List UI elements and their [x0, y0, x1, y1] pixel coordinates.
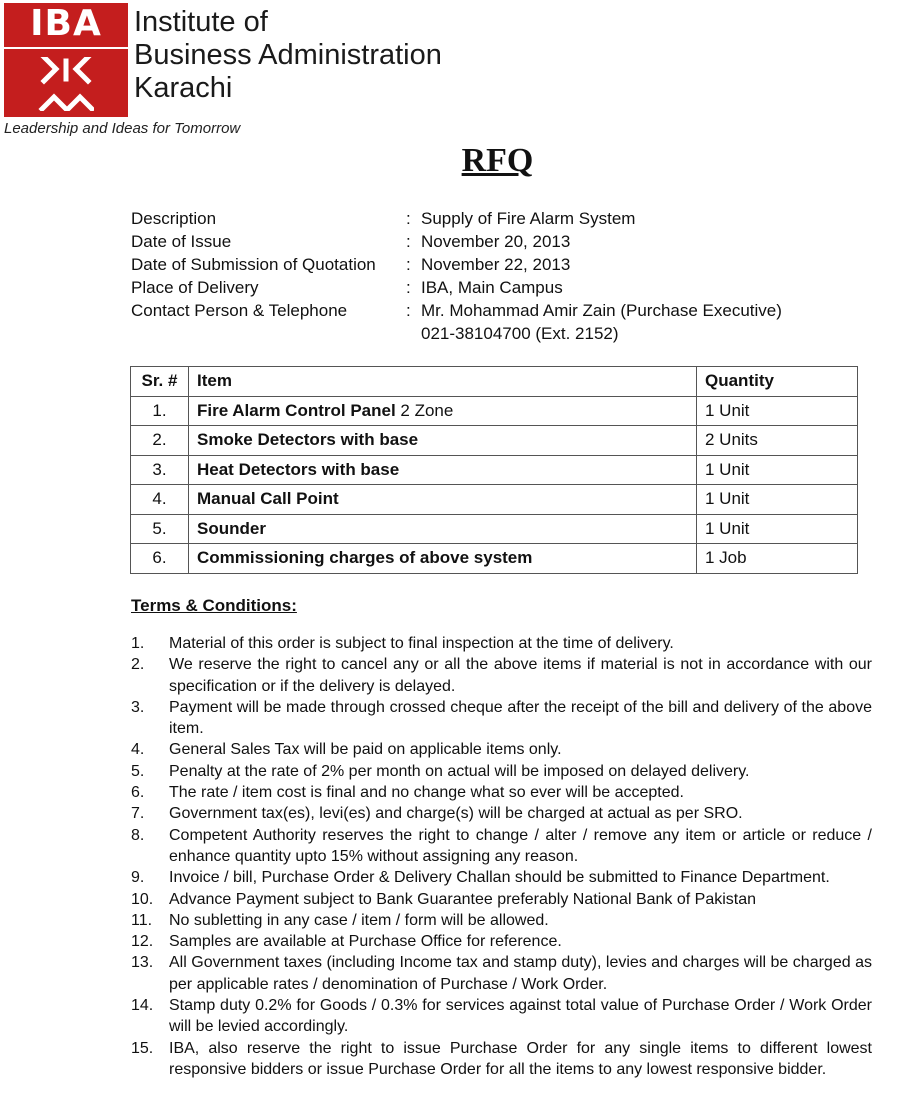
- cell-sr: 2.: [131, 426, 189, 456]
- list-item: [131, 1038, 872, 1081]
- info-value: November 20, 2013: [421, 232, 571, 251]
- column-header-quantity: Quantity: [697, 367, 858, 397]
- info-colon: :: [406, 209, 411, 228]
- list-item: [131, 889, 872, 910]
- info-colon: :: [406, 301, 411, 320]
- cell-item: [189, 514, 697, 544]
- term-number: 12.: [131, 933, 154, 951]
- institute-name: [134, 6, 442, 105]
- term-number: 7.: [131, 805, 145, 823]
- cell-quantity: 1 Unit: [697, 514, 858, 544]
- list-item: [131, 803, 872, 824]
- term-number: 15.: [131, 1039, 154, 1057]
- cell-item: [189, 396, 697, 426]
- term-number: 3.: [131, 698, 145, 716]
- term-number: 2.: [131, 656, 145, 674]
- info-colon: :: [406, 278, 411, 297]
- cell-quantity: 2 Units: [697, 426, 858, 456]
- term-text: No subletting in any case / item / form will be allowed.: [169, 911, 549, 929]
- cell-sr: 5.: [131, 514, 189, 544]
- item-extra: 2 Zone: [395, 400, 454, 420]
- term-number: 9.: [131, 869, 145, 887]
- cell-item: [189, 455, 697, 485]
- item-name: Commissioning charges of above system: [197, 548, 533, 568]
- term-number: 6.: [131, 784, 145, 802]
- term-number: 10.: [131, 890, 154, 908]
- term-text: General Sales Tax will be paid on applicable items only.: [169, 741, 562, 759]
- list-item: [131, 825, 872, 868]
- column-header-item: Item: [189, 367, 697, 397]
- terms-heading: Terms & Conditions:: [131, 596, 297, 615]
- info-value: Supply of Fire Alarm System: [421, 209, 636, 228]
- cell-item: [189, 544, 697, 574]
- term-number: 13.: [131, 954, 154, 972]
- institute-line-2: Business Administration: [134, 39, 442, 71]
- item-name: Heat Detectors with base: [197, 459, 400, 479]
- cell-sr: 1.: [131, 396, 189, 426]
- table-row: [131, 485, 858, 515]
- term-number: 8.: [131, 826, 145, 844]
- term-number: 4.: [131, 741, 145, 759]
- info-label: Description: [131, 209, 217, 228]
- list-item: [131, 952, 872, 995]
- info-colon: :: [406, 255, 411, 274]
- term-text: We reserve the right to cancel any or all the above items if material is not in accordance with our specification or if the delivery is delayed.: [169, 656, 872, 695]
- cell-quantity: 1 Unit: [697, 396, 858, 426]
- institute-line-1: Institute of: [134, 6, 268, 38]
- list-item: [131, 697, 872, 740]
- table-row: [131, 514, 858, 544]
- table-row: [131, 426, 858, 456]
- items-table: [130, 366, 858, 574]
- list-item: [131, 867, 872, 888]
- item-name: Sounder: [197, 518, 266, 538]
- list-item: [131, 761, 872, 782]
- term-text: Invoice / bill, Purchase Order & Delivery Challan should be submitted to Finance Department.: [169, 869, 830, 887]
- iba-emblem-icon: [38, 57, 94, 111]
- cell-quantity: 1 Job: [697, 544, 858, 574]
- iba-logo: [4, 3, 128, 117]
- term-text: All Government taxes (including Income tax and stamp duty), levies and charges will be charged as per applicable rates / denomination of Purchase / Work Order.: [169, 954, 872, 993]
- cell-sr: 6.: [131, 544, 189, 574]
- list-item: [131, 739, 872, 760]
- info-label: Contact Person & Telephone: [131, 301, 348, 320]
- terms-list: [131, 633, 872, 1080]
- term-text: IBA, also reserve the right to issue Purchase Order for any single items to different lowest responsive bidders or issue Purchase Order for all the items to any lowest responsive bidder.: [169, 1039, 872, 1078]
- info-label: Date of Submission of Quotation: [131, 255, 376, 274]
- term-number: 1.: [131, 635, 145, 652]
- column-header-sr: Sr. #: [131, 367, 189, 397]
- term-number: 5.: [131, 762, 145, 780]
- item-name: Manual Call Point: [197, 489, 339, 509]
- list-item: [131, 931, 872, 952]
- list-item: [131, 995, 872, 1038]
- info-value-telephone: 021-38104700 (Ext. 2152): [421, 324, 619, 343]
- cell-quantity: 1 Unit: [697, 455, 858, 485]
- info-value: IBA, Main Campus: [421, 278, 563, 297]
- list-item: [131, 654, 872, 697]
- term-number: 14.: [131, 997, 154, 1015]
- cell-item: [189, 485, 697, 515]
- item-name: Smoke Detectors with base: [197, 430, 419, 450]
- term-text: Penalty at the rate of 2% per month on actual will be imposed on delayed delivery.: [169, 762, 750, 780]
- info-label: Date of Issue: [131, 232, 232, 251]
- term-number: 11.: [131, 911, 153, 929]
- term-text: Government tax(es), levi(es) and charge(s) will be charged at actual as per SRO.: [169, 805, 743, 823]
- term-text: Stamp duty 0.2% for Goods / 0.3% for services against total value of Purchase Order / Work Order will be levied accordingly.: [169, 997, 872, 1036]
- term-text: Payment will be made through crossed cheque after the receipt of the bill and delivery of the above item.: [169, 698, 872, 738]
- table-row: [131, 455, 858, 485]
- table-row: [131, 544, 858, 574]
- institute-line-3: Karachi: [134, 72, 233, 104]
- cell-item: [189, 426, 697, 456]
- term-text: Competent Authority reserves the right to change / alter / remove any item or article or reduce / enhance quantity upto 15% without assigning any reason.: [169, 826, 872, 865]
- cell-quantity: 1 Unit: [697, 485, 858, 515]
- term-text: Samples are available at Purchase Office for reference.: [169, 933, 562, 951]
- list-item: [131, 633, 872, 654]
- table-row: [131, 396, 858, 426]
- list-item: [131, 910, 872, 931]
- info-label: Place of Delivery: [131, 278, 259, 297]
- info-colon: :: [406, 232, 411, 251]
- logo-divider: [4, 47, 128, 49]
- page-title: RFQ: [461, 142, 534, 179]
- term-text: Advance Payment subject to Bank Guarantee preferably National Bank of Pakistan: [169, 890, 757, 908]
- term-text: The rate / item cost is final and no change what so ever will be accepted.: [169, 784, 684, 802]
- tagline: Leadership and Ideas for Tomorrow: [4, 120, 241, 137]
- cell-sr: 3.: [131, 455, 189, 485]
- list-item: [131, 782, 872, 803]
- info-value: Mr. Mohammad Amir Zain (Purchase Executive): [421, 301, 782, 320]
- item-name: Fire Alarm Control Panel: [197, 400, 396, 420]
- table-header-row: [131, 367, 858, 397]
- info-value: November 22, 2013: [421, 255, 571, 274]
- cell-sr: 4.: [131, 485, 189, 515]
- term-text: Material of this order is subject to final inspection at the time of delivery.: [169, 635, 674, 652]
- logo-text: IBA: [30, 3, 102, 44]
